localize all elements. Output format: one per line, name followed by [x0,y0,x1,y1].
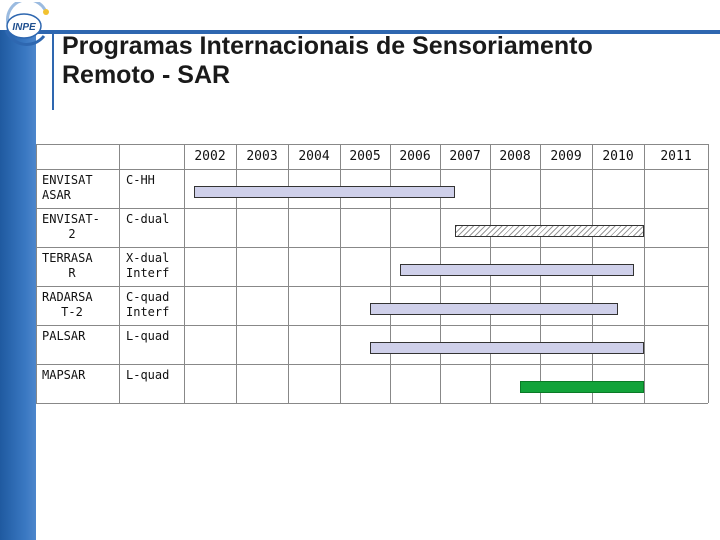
table-row-divider [36,286,708,287]
table-col-divider [340,144,341,403]
program-mode [126,329,169,344]
table-border-bottom [36,403,708,404]
program-name-line-1: ENVISAT [42,173,93,187]
table-col-divider [119,144,120,403]
side-accent-bar [0,30,36,540]
table-row-divider [36,247,708,248]
program-name-line-2: 2 [68,227,76,241]
program-name [42,329,117,344]
svg-text:INPE: INPE [12,22,36,33]
timeline-bar-palsar [370,342,644,354]
program-name-line-1: ENVISAT- [42,212,100,226]
page-title-line-1: Programas Internacionais de Sensoriamento [62,32,593,60]
program-mode [126,212,169,227]
year-header-2004: 2004 [298,149,330,164]
program-mode [126,173,155,188]
program-mode-line-1: C-quad [126,290,170,304]
program-mode [126,368,169,383]
program-name-line-1: TERRASA [42,251,93,265]
program-mode-line-1: L-quad [126,368,170,382]
program-mode-line-1: C-HH [126,173,155,187]
year-header-2008: 2008 [499,149,531,164]
program-mode-line-2: Interf [126,266,170,280]
page-title [62,32,702,90]
program-name [42,368,117,383]
program-name [42,251,117,281]
timeline-bar-envisat [194,186,455,198]
table-col-divider [288,144,289,403]
table-border-left [36,144,37,403]
year-header-2009: 2009 [550,149,582,164]
program-name-line-1: MAPSAR [42,368,86,382]
table-col-divider [644,144,645,403]
program-name [42,290,117,320]
timeline-bar-terrasa [400,264,634,276]
program-mode-line-2: Interf [126,305,170,319]
table-col-divider [184,144,185,403]
program-name-line-2: R [68,266,76,280]
program-mode [126,290,169,320]
program-mode-line-1: C-dual [126,212,170,226]
year-header-2006: 2006 [399,149,431,164]
year-header-2002: 2002 [194,149,226,164]
year-header-2007: 2007 [449,149,481,164]
table-border-right [708,144,709,403]
year-header-2003: 2003 [246,149,278,164]
program-name-line-2: ASAR [42,188,71,202]
table-header-divider [36,169,708,170]
program-name-line-2: T-2 [61,305,83,319]
timeline-bar-envisat [455,225,644,237]
program-name [42,212,117,242]
table-col-divider [390,144,391,403]
program-mode-line-1: L-quad [126,329,170,343]
table-border-top [36,144,708,145]
page-title-line-2: Remoto - SAR [62,61,231,89]
table-row-divider [36,325,708,326]
timeline-bar-mapsar [520,381,644,393]
inpe-logo-icon [0,2,58,48]
table-row-divider [36,208,708,209]
program-name-line-1: RADARSA [42,290,93,304]
table-row-divider [36,364,708,365]
timeline-bar-radarsa [370,303,618,315]
program-mode [126,251,169,281]
program-name-line-1: PALSAR [42,329,86,343]
table-col-divider [236,144,237,403]
program-name [42,173,117,203]
program-mode-line-1: X-dual [126,251,170,265]
year-header-2010: 2010 [602,149,634,164]
year-header-2005: 2005 [349,149,381,164]
year-header-2011: 2011 [660,149,692,164]
